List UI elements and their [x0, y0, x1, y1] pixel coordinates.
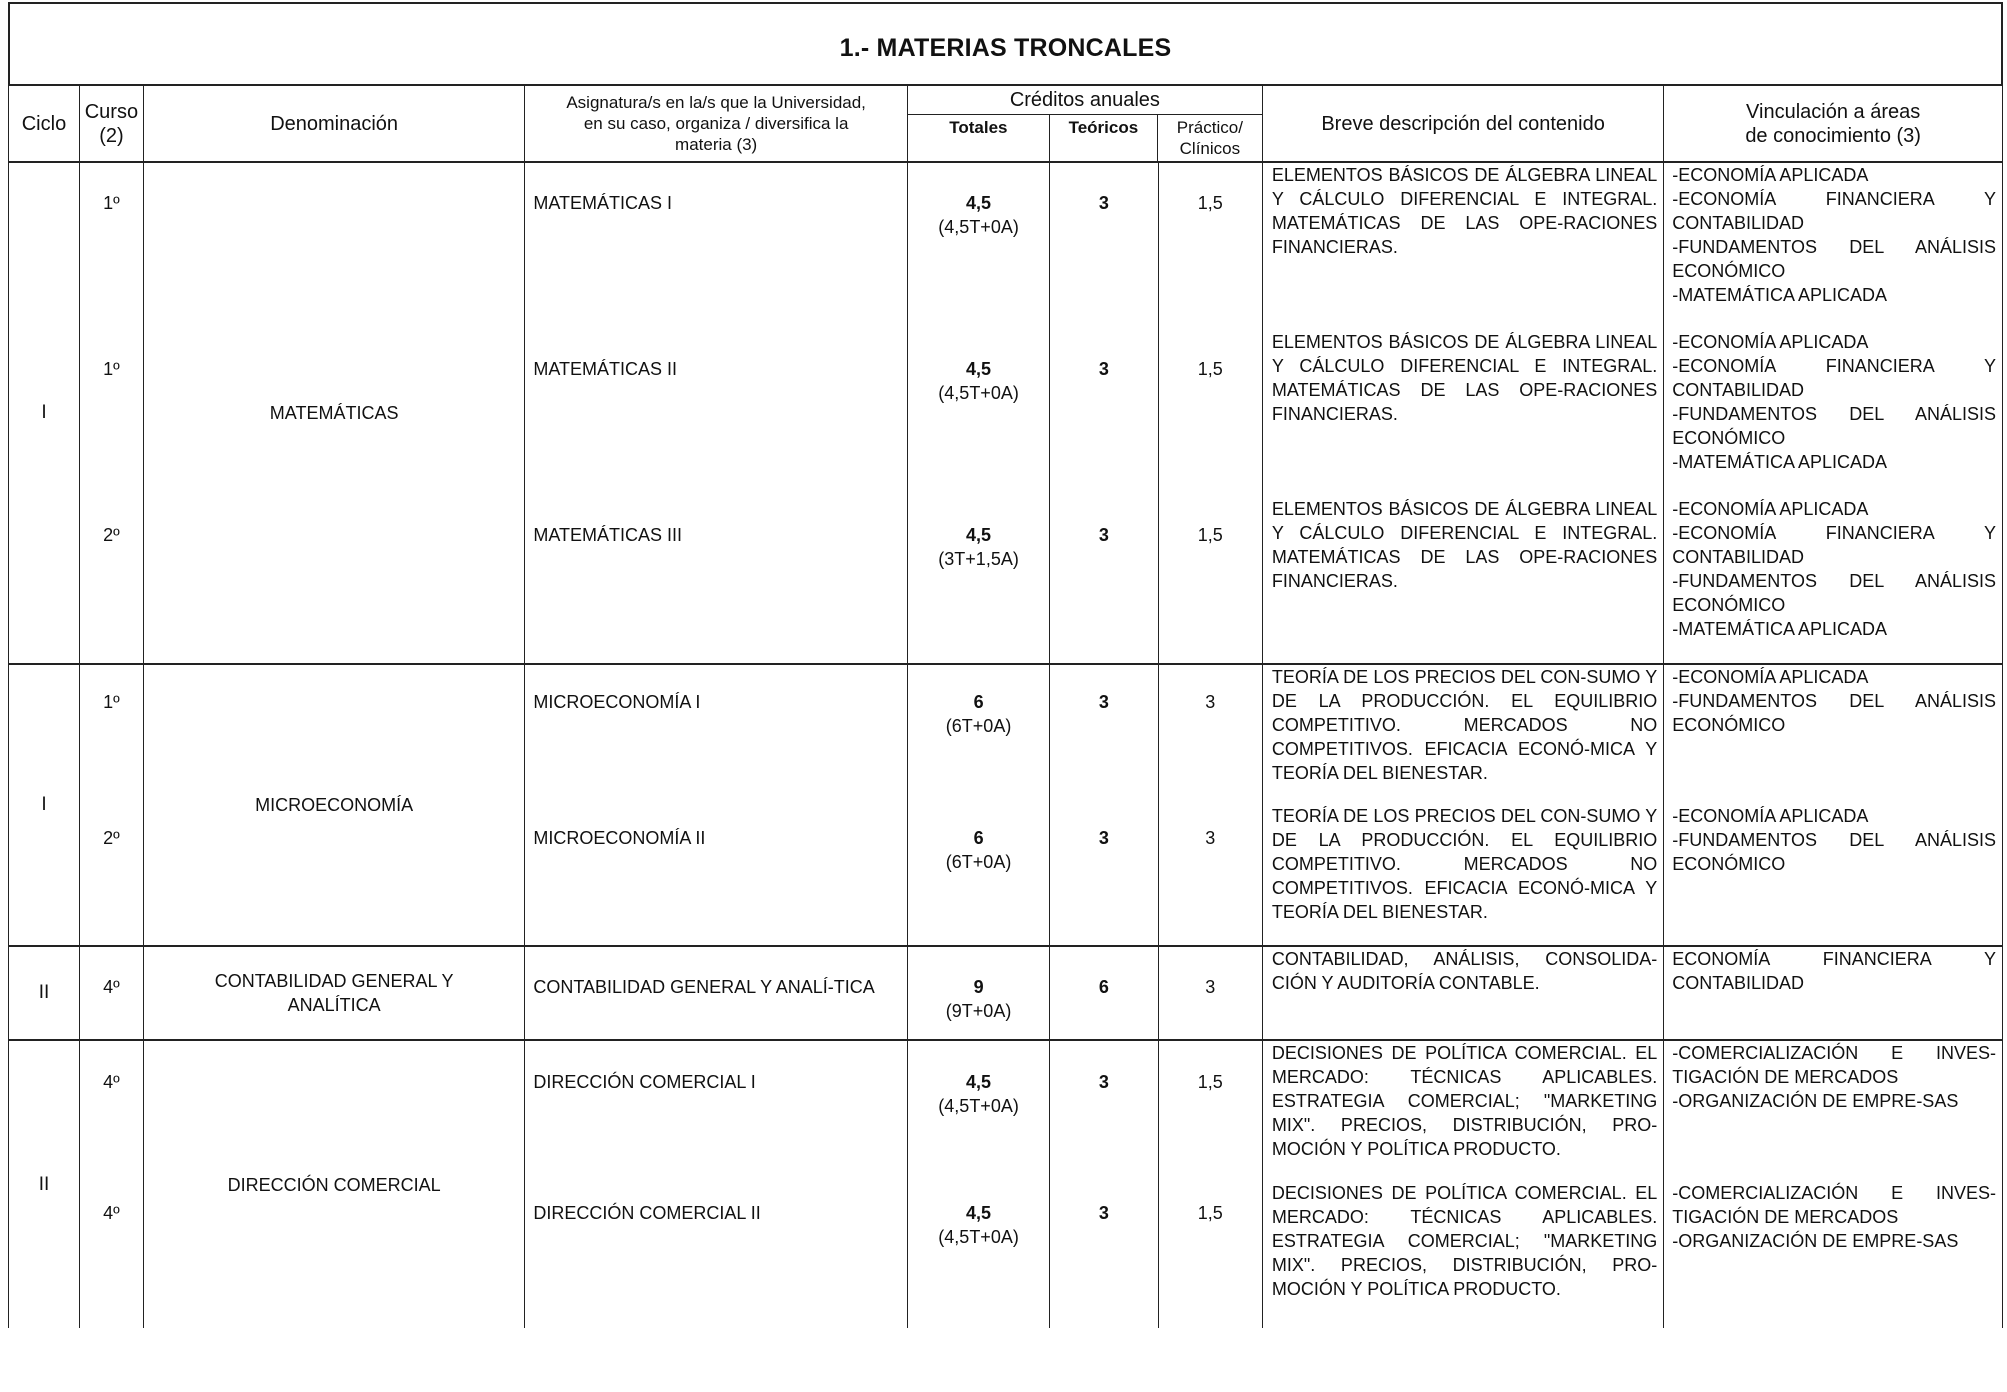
- curso-cell: 1º: [79, 330, 143, 497]
- descripcion-cell: CONTABILIDAD, ANÁLISIS, CONSOLIDA-CIÓN Y AUDITORÍA CONTABLE.: [1262, 946, 1663, 1040]
- practicos-cell: 1,5: [1158, 330, 1262, 497]
- curso-cell: 2º: [79, 804, 143, 946]
- title-box: [8, 2, 2003, 84]
- practicos-cell: 1,5: [1158, 1040, 1262, 1181]
- area-item: ECONOMÍA FINANCIERA Y CONTABILIDAD: [1672, 949, 1996, 993]
- area-item: -COMERCIALIZACIÓN E INVES-TIGACIÓN DE MERCADOS: [1672, 1043, 1996, 1087]
- area-item: -ECONOMÍA FINANCIERA Y CONTABILIDAD: [1672, 523, 1996, 567]
- practicos-cell: 3: [1158, 804, 1262, 946]
- curso-cell: 4º: [79, 946, 143, 1040]
- area-item: -ECONOMÍA APLICADA: [1672, 667, 1869, 687]
- area-item: -ORGANIZACIÓN DE EMPRE-SAS: [1672, 1091, 1959, 1111]
- area-item: -FUNDAMENTOS DEL ANÁLISIS ECONÓMICO: [1672, 830, 1996, 874]
- practicos-cell: 1,5: [1158, 1181, 1262, 1328]
- table-row: [9, 1040, 2003, 1181]
- teoricos-cell: 3: [1050, 804, 1158, 946]
- descripcion-cell: ELEMENTOS BÁSICOS DE ÁLGEBRA LINEAL Y CÁLCULO DIFERENCIAL E INTEGRAL. MATEMÁTICAS DE LAS OPE-RACIONES FINANCIERAS.: [1262, 162, 1663, 330]
- asignatura-cell: DIRECCIÓN COMERCIAL I: [525, 1040, 908, 1181]
- curso-cell: 1º: [79, 162, 143, 330]
- descripcion-cell: DECISIONES DE POLÍTICA COMERCIAL. EL MERCADO: TÉCNICAS APLICABLES. ESTRATEGIA COMERCIAL; "MARKETING MIX". PRECIOS, DISTRIBUCIÓN, PRO-MOCIÓN Y POLÍTICA PRODUCTO.: [1262, 1181, 1663, 1328]
- areas-cell: [1664, 497, 2003, 664]
- area-item: -ECONOMÍA APLICADA: [1672, 165, 1869, 185]
- descripcion-cell: TEORÍA DE LOS PRECIOS DEL CON-SUMO Y DE LA PRODUCCIÓN. EL EQUILIBRIO COMPETITIVO. MERCADOS NO COMPETITIVOS. EFICACIA ECONÓ-MICA Y TEORÍA DEL BIENESTAR.: [1262, 804, 1663, 946]
- practicos-cell: 1,5: [1158, 497, 1262, 664]
- area-item: -COMERCIALIZACIÓN E INVES-TIGACIÓN DE MERCADOS: [1672, 1183, 1996, 1227]
- area-item: -FUNDAMENTOS DEL ANÁLISIS ECONÓMICO: [1672, 691, 1996, 735]
- teoricos-cell: 3: [1050, 1181, 1158, 1328]
- ciclo-cell: I: [9, 664, 80, 946]
- practicos-cell: 1,5: [1158, 162, 1262, 330]
- totales-cell: 4,5 (4,5T+0A): [907, 162, 1049, 330]
- areas-cell: [1664, 946, 2003, 1040]
- descripcion-cell: ELEMENTOS BÁSICOS DE ÁLGEBRA LINEAL Y CÁLCULO DIFERENCIAL E INTEGRAL. MATEMÁTICAS DE LAS OPE-RACIONES FINANCIERAS.: [1262, 330, 1663, 497]
- descripcion-cell: ELEMENTOS BÁSICOS DE ÁLGEBRA LINEAL Y CÁLCULO DIFERENCIAL E INTEGRAL. MATEMÁTICAS DE LAS OPE-RACIONES FINANCIERAS.: [1262, 497, 1663, 664]
- areas-cell: [1664, 330, 2003, 497]
- denominacion-cell: MATEMÁTICAS: [143, 162, 524, 664]
- header-vinculacion: Vinculación a áreas de conocimiento (3): [1664, 85, 2003, 162]
- area-item: -MATEMÁTICA APLICADA: [1672, 619, 1888, 639]
- areas-cell: [1664, 664, 2003, 804]
- denominacion-cell: CONTABILIDAD GENERAL Y ANALÍTICA: [143, 946, 524, 1040]
- area-item: -ECONOMÍA FINANCIERA Y CONTABILIDAD: [1672, 356, 1996, 400]
- teoricos-cell: 3: [1050, 162, 1158, 330]
- area-item: -ECONOMÍA APLICADA: [1672, 332, 1869, 352]
- teoricos-cell: 3: [1050, 497, 1158, 664]
- page-title: 1.- MATERIAS TRONCALES: [839, 34, 1172, 62]
- header-totales: Totales: [908, 115, 1050, 161]
- area-item: -FUNDAMENTOS DEL ANÁLISIS ECONÓMICO: [1672, 404, 1996, 448]
- asignatura-cell: MATEMÁTICAS I: [525, 162, 908, 330]
- teoricos-cell: 3: [1050, 664, 1158, 804]
- descripcion-cell: DECISIONES DE POLÍTICA COMERCIAL. EL MERCADO: TÉCNICAS APLICABLES. ESTRATEGIA COMERCIAL; "MARKETING MIX". PRECIOS, DISTRIBUCIÓN, PRO-MOCIÓN Y POLÍTICA PRODUCTO.: [1262, 1040, 1663, 1181]
- curso-cell: 2º: [79, 497, 143, 664]
- totales-cell: 4,5 (3T+1,5A): [907, 497, 1049, 664]
- ciclo-cell: I: [9, 162, 80, 664]
- header-denominacion: Denominación: [143, 85, 524, 162]
- ciclo-cell: II: [9, 946, 80, 1040]
- header-ciclo: Ciclo: [9, 85, 80, 162]
- areas-cell: [1664, 1040, 2003, 1181]
- areas-cell: [1664, 162, 2003, 330]
- totales-cell: 9 (9T+0A): [907, 946, 1049, 1040]
- header-practicos: Práctico/ Clínicos: [1176, 118, 1243, 158]
- header-teoricos: Teóricos: [1050, 115, 1158, 161]
- area-item: -ORGANIZACIÓN DE EMPRE-SAS: [1672, 1231, 1959, 1251]
- totales-cell: 4,5 (4,5T+0A): [907, 330, 1049, 497]
- header-descripcion: Breve descripción del contenido: [1262, 85, 1663, 162]
- asignatura-cell: DIRECCIÓN COMERCIAL II: [525, 1181, 908, 1328]
- denominacion-cell: DIRECCIÓN COMERCIAL: [143, 1040, 524, 1328]
- area-item: -MATEMÁTICA APLICADA: [1672, 285, 1888, 305]
- area-item: -ECONOMÍA FINANCIERA Y CONTABILIDAD: [1672, 189, 1996, 233]
- document-page: [8, 2, 2003, 1387]
- area-item: -FUNDAMENTOS DEL ANÁLISIS ECONÓMICO: [1672, 571, 1996, 615]
- areas-cell: [1664, 1181, 2003, 1328]
- header-curso: Curso (2): [79, 85, 143, 162]
- area-item: -FUNDAMENTOS DEL ANÁLISIS ECONÓMICO: [1672, 237, 1996, 281]
- curso-cell: 4º: [79, 1181, 143, 1328]
- curso-cell: 1º: [79, 664, 143, 804]
- totales-cell: 4,5 (4,5T+0A): [907, 1040, 1049, 1181]
- curso-cell: 4º: [79, 1040, 143, 1181]
- practicos-cell: 3: [1158, 946, 1262, 1040]
- teoricos-cell: 3: [1050, 1040, 1158, 1181]
- totales-cell: 6 (6T+0A): [907, 804, 1049, 946]
- areas-cell: [1664, 804, 2003, 946]
- asignatura-cell: CONTABILIDAD GENERAL Y ANALÍ-TICA: [525, 946, 908, 1040]
- practicos-cell: 3: [1158, 664, 1262, 804]
- asignatura-cell: MATEMÁTICAS II: [525, 330, 908, 497]
- table-row: [9, 162, 2003, 330]
- asignatura-cell: MICROECONOMÍA I: [525, 664, 908, 804]
- materias-table: [8, 84, 2003, 1328]
- header-creditos: Créditos anuales Totales Teóricos Práctico/ Clínicos: [907, 85, 1262, 162]
- area-item: -MATEMÁTICA APLICADA: [1672, 452, 1888, 472]
- table-row: [9, 946, 2003, 1040]
- ciclo-cell: II: [9, 1040, 80, 1328]
- header-asignaturas: Asignatura/s en la/s que la Universidad, en su caso, organiza / diversifica la materia (3): [525, 85, 908, 162]
- asignatura-cell: MICROECONOMÍA II: [525, 804, 908, 946]
- descripcion-cell: TEORÍA DE LOS PRECIOS DEL CON-SUMO Y DE LA PRODUCCIÓN. EL EQUILIBRIO COMPETITIVO. MERCADOS NO COMPETITIVOS. EFICACIA ECONÓ-MICA Y TEORÍA DEL BIENESTAR.: [1262, 664, 1663, 804]
- teoricos-cell: 3: [1050, 330, 1158, 497]
- totales-cell: 4,5 (4,5T+0A): [907, 1181, 1049, 1328]
- teoricos-cell: 6: [1050, 946, 1158, 1040]
- totales-cell: 6 (6T+0A): [907, 664, 1049, 804]
- area-item: -ECONOMÍA APLICADA: [1672, 806, 1869, 826]
- denominacion-cell: MICROECONOMÍA: [143, 664, 524, 946]
- area-item: -ECONOMÍA APLICADA: [1672, 499, 1869, 519]
- asignatura-cell: MATEMÁTICAS III: [525, 497, 908, 664]
- table-row: [9, 664, 2003, 804]
